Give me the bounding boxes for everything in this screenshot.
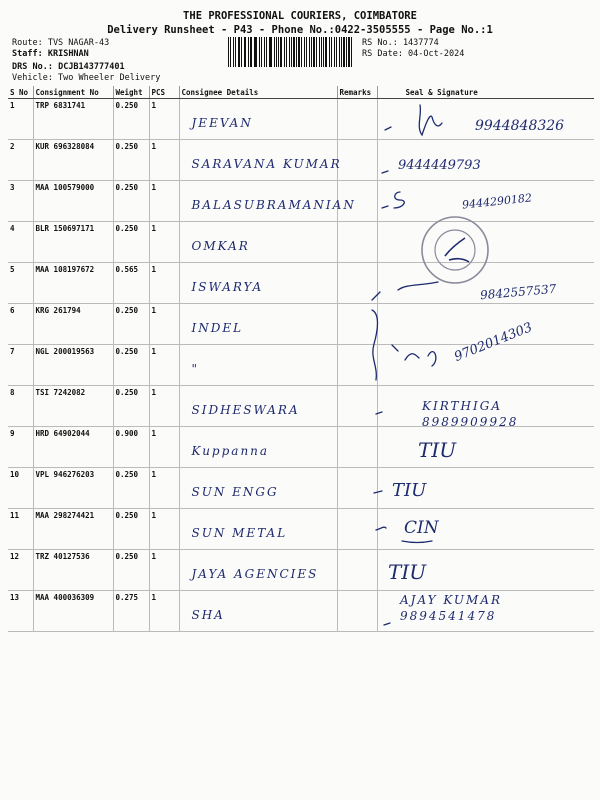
row-consignment-no: NGL 200019563 (33, 345, 113, 386)
barcode-bar (235, 37, 236, 67)
barcode-bar (270, 37, 271, 67)
barcode-bar (254, 37, 255, 67)
vehicle-label: Vehicle: Two Wheeler Delivery (12, 73, 161, 83)
row-weight: 0.250 (113, 99, 149, 140)
table-row (8, 140, 594, 181)
barcode-bar (230, 37, 231, 67)
barcode-bar (348, 37, 350, 67)
drs-number: DCJB143777401 (58, 62, 125, 72)
row-remarks (337, 181, 377, 222)
barcode-bar (309, 37, 310, 67)
barcode-bar (276, 37, 277, 67)
barcode-bar (293, 37, 294, 67)
barcode-bar (248, 37, 249, 67)
row-consignee (179, 386, 337, 427)
row-consignment-no: VPL 946276203 (33, 468, 113, 509)
row-consignment-no: TRP 6831741 (33, 99, 113, 140)
row-remarks (337, 427, 377, 468)
col-remarks: Remarks (337, 86, 377, 99)
row-weight: 0.250 (113, 550, 149, 591)
row-sno: 10 (8, 468, 33, 509)
barcode-bar (321, 37, 322, 67)
consignee-name: BALASUBRAMANIAN (191, 198, 356, 212)
barcode-bar (334, 37, 335, 67)
row-pcs: 1 (149, 140, 179, 181)
row-sno: 1 (8, 99, 33, 140)
row-pcs: 1 (149, 345, 179, 386)
row-consignee (179, 304, 337, 345)
barcode-bar (329, 37, 330, 67)
col-weight: Weight (113, 86, 149, 99)
barcode-bar (325, 37, 327, 67)
row-pcs: 1 (149, 181, 179, 222)
row-remarks (337, 99, 377, 140)
drs-row (12, 62, 125, 72)
row-consignment-no: TSI 7242082 (33, 386, 113, 427)
staff-row (12, 49, 89, 59)
consignee-name: JEEVAN (191, 116, 253, 130)
barcode-bar (311, 37, 312, 67)
row-consignment-no: HRD 64902044 (33, 427, 113, 468)
col-pcs: PCS (149, 86, 179, 99)
signature-initials-10: TIU (392, 480, 427, 501)
barcode-bar (301, 37, 302, 67)
consignee-name: " (191, 362, 200, 376)
barcode-bar (274, 37, 275, 67)
col-sno: S No (8, 86, 33, 99)
row-weight: 0.250 (113, 386, 149, 427)
route-label: Route: TVS NAGAR-43 (12, 38, 110, 48)
row-weight: 0.250 (113, 468, 149, 509)
barcode-bar (296, 37, 297, 67)
table-row (8, 427, 594, 468)
barcode-bar (250, 37, 251, 67)
consignee-name: JAYA AGENCIES (191, 567, 319, 581)
row-consignee (179, 99, 337, 140)
barcode-bar (255, 37, 257, 67)
table-row (8, 468, 594, 509)
barcode-bar (331, 37, 332, 67)
row-remarks (337, 509, 377, 550)
row-remarks (337, 591, 377, 632)
table-row (8, 345, 594, 386)
row-consignee (179, 345, 337, 386)
drs-label: DRS No.: (12, 62, 53, 72)
consignee-name: SUN ENGG (191, 485, 279, 499)
row-consignment-no: MAA 108197672 (33, 263, 113, 304)
row-consignee (179, 140, 342, 181)
barcode-bar (336, 37, 337, 67)
row-sno: 9 (8, 427, 33, 468)
row-sno: 6 (8, 304, 33, 345)
row-pcs: 1 (149, 468, 179, 509)
row-pcs: 1 (149, 304, 179, 345)
row-sno: 5 (8, 263, 33, 304)
signature-phone-3: 9444290182 (461, 191, 533, 212)
barcode-bar (280, 37, 282, 67)
barcode-bar (298, 37, 300, 67)
barcode-bar (313, 37, 314, 67)
barcode-bar (316, 37, 317, 67)
row-remarks (337, 140, 377, 181)
barcode-bar (343, 37, 344, 67)
barcode-bar (269, 37, 270, 67)
runsheet-subtitle: Delivery Runsheet - P43 - Phone No.:0422-3505555 - Page No.:1 (107, 24, 493, 36)
row-pcs: 1 (149, 222, 179, 263)
row-weight: 0.250 (113, 140, 149, 181)
row-remarks (337, 263, 377, 304)
row-consignee (179, 427, 337, 468)
row-consignment-no: KRG 261794 (33, 304, 113, 345)
barcode-bar (304, 37, 305, 67)
barcode-bar (266, 37, 267, 67)
barcode-bar (341, 37, 342, 67)
row-remarks (337, 550, 377, 591)
row-pcs: 1 (149, 550, 179, 591)
row-remarks (337, 386, 377, 427)
barcode-bar (244, 37, 245, 67)
row-consignee (179, 181, 356, 222)
barcode-bar (323, 37, 324, 67)
row-pcs: 1 (149, 427, 179, 468)
row-remarks (337, 304, 377, 345)
row-consignment-no: MAA 400036309 (33, 591, 113, 632)
row-consignment-no: MAA 298274421 (33, 509, 113, 550)
row-sno: 7 (8, 345, 33, 386)
barcode-bar (351, 37, 352, 67)
consignee-name: OMKAR (191, 239, 250, 253)
consignee-name: SIDHESWARA (191, 403, 300, 417)
signature-initials-12: TIU (388, 560, 427, 584)
row-signature (377, 427, 594, 468)
barcode-bar (264, 37, 265, 67)
row-weight: 0.250 (113, 345, 149, 386)
row-sno: 3 (8, 181, 33, 222)
barcode-bar (289, 37, 290, 67)
row-weight: 0.565 (113, 263, 149, 304)
consignee-name: Kuppanna (191, 444, 270, 458)
row-weight: 0.900 (113, 427, 149, 468)
signature-name-8: KIRTHIGA 8989909928 (422, 399, 519, 429)
row-consignee (179, 263, 337, 304)
barcode-bar (238, 37, 240, 67)
staff-name: KRISHNAN (47, 49, 89, 59)
row-pcs: 1 (149, 99, 179, 140)
signature-name-13: AJAY KUMAR 9894541478 (400, 593, 503, 623)
row-pcs: 1 (149, 263, 179, 304)
barcode-bar (278, 37, 279, 67)
row-sno: 2 (8, 140, 33, 181)
barcode-bar (291, 37, 292, 67)
col-consignee: Consignee Details (179, 86, 337, 99)
barcode-bar (346, 37, 347, 67)
staff-label: Staff: (12, 49, 43, 59)
row-consignment-no: TRZ 40127536 (33, 550, 113, 591)
row-weight: 0.275 (113, 591, 149, 632)
row-weight: 0.250 (113, 509, 149, 550)
row-sno: 4 (8, 222, 33, 263)
consignee-name: INDEL (191, 321, 244, 335)
table-header-row (8, 86, 594, 99)
row-consignment-no: KUR 696328084 (33, 140, 113, 181)
consignee-name: SHA (191, 608, 225, 622)
row-weight: 0.250 (113, 181, 149, 222)
row-consignee (179, 468, 337, 509)
barcode-bar (241, 37, 242, 67)
row-pcs: 1 (149, 509, 179, 550)
row-sno: 11 (8, 509, 33, 550)
runsheet-table (8, 86, 594, 632)
barcode-bar (259, 37, 260, 67)
consignee-name: SUN METAL (191, 526, 288, 540)
row-consignee (179, 509, 337, 550)
col-consignment: Consignment No (33, 86, 113, 99)
signature-initials-9: TIU (418, 438, 457, 462)
row-pcs: 1 (149, 386, 179, 427)
table-row (8, 550, 594, 591)
row-pcs: 1 (149, 591, 179, 632)
row-remarks (337, 468, 377, 509)
row-consignee (179, 550, 337, 591)
document-title: THE PROFESSIONAL COURIERS, COIMBATORE (183, 10, 417, 22)
row-sno: 12 (8, 550, 33, 591)
row-sno: 13 (8, 591, 33, 632)
consignee-name: ISWARYA (191, 280, 264, 294)
table-row (8, 509, 594, 550)
barcode-bar (233, 37, 234, 67)
row-sno: 8 (8, 386, 33, 427)
signature-initials-11: CIN (404, 518, 439, 538)
barcode-image (228, 37, 354, 67)
barcode-bar (261, 37, 262, 67)
signature-phone-7: 9702014303 (452, 320, 535, 365)
barcode-bar (284, 37, 285, 67)
barcode-bar (245, 37, 246, 67)
rs-number: RS No.: 1437774 (362, 38, 439, 48)
table-row (8, 222, 594, 263)
barcode-bar (306, 37, 307, 67)
row-consignment-no: BLR 150697171 (33, 222, 113, 263)
barcode-bar (319, 37, 320, 67)
row-remarks (337, 345, 377, 386)
row-weight: 0.250 (113, 304, 149, 345)
row-remarks (337, 222, 377, 263)
signature-phone-2: 9444449793 (398, 158, 481, 173)
barcode-bar (286, 37, 287, 67)
consignee-name: SARAVANA KUMAR (191, 157, 342, 171)
row-consignment-no: MAA 100579000 (33, 181, 113, 222)
signature-phone-5: 9842557537 (479, 281, 557, 303)
barcode-bar (339, 37, 340, 67)
row-weight: 0.250 (113, 222, 149, 263)
row-consignee (179, 222, 337, 263)
signature-phone-1: 9944848326 (475, 118, 565, 134)
col-signature: Seal & Signature (377, 86, 594, 99)
barcode-bar (228, 37, 229, 67)
row-signature (377, 222, 594, 263)
row-consignee (179, 591, 337, 632)
rs-date: RS Date: 04-Oct-2024 (362, 49, 465, 59)
